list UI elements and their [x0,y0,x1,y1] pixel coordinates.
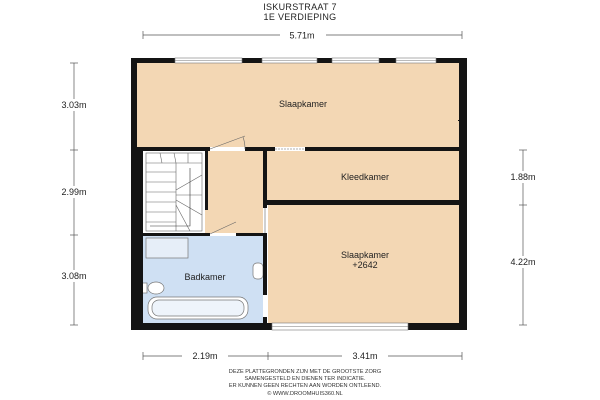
room-label-slaapkamer-top: Slaapkamer [278,99,328,109]
floor-title: 1E VERDIEPING [263,12,337,22]
disclaimer-line-1: DEZE PLATTEGRONDEN ZIJN MET DE GROOTSTE ZORG [228,369,382,375]
dim-bottom-right: 3.41m [352,351,378,361]
dim-left-bottom: 3.08m [61,271,87,281]
sink [253,263,263,279]
shower [146,238,188,258]
room-label-badkamer: Badkamer [184,272,226,282]
disclaimer [150,369,460,398]
dim-bottom-left: 2.19m [192,351,218,361]
dim-left-middle: 2.99m [61,187,87,197]
address-title: ISKURSTRAAT 7 [263,2,337,12]
dim-right-top: 1.88m [510,172,536,182]
room-label-kleedkamer: Kleedkamer [340,172,390,182]
room-label-height: +2642 [352,260,378,270]
dim-top-width: 5.71m [289,30,315,41]
toilet [148,282,164,294]
disclaimer-line-2: SAMENGESTELD EN DIENEN TER INDICATIE. [244,376,366,383]
room-label-slaapkamer-bottom: Slaapkamer [340,250,390,260]
dim-left-top: 3.03m [61,100,87,110]
disclaimer-line-4: © WWW.DROOMHUIS360.NL [267,390,343,397]
dim-right-bottom: 4.22m [510,257,536,267]
disclaimer-line-3: ER KUNNEN GEEN RECHTEN AAN WORDEN ONTLEEND. [228,383,382,390]
